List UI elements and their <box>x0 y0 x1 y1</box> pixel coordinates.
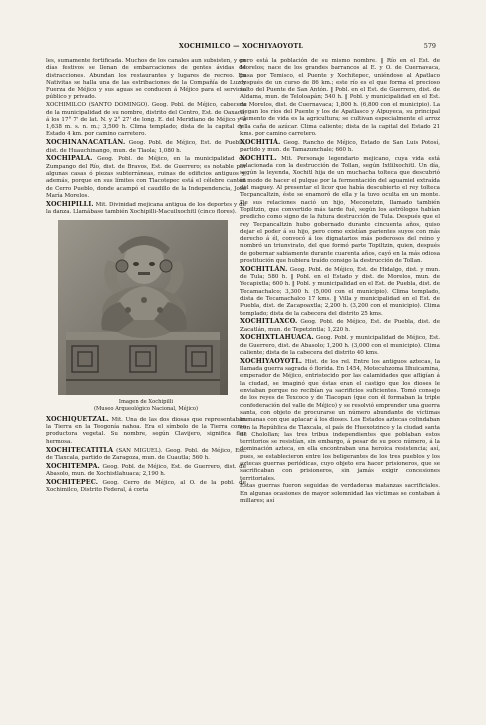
entry-xochipala <box>46 155 246 200</box>
entry-xochixtlahuaca <box>240 334 440 357</box>
continuation-text <box>46 58 246 102</box>
entry-xochipilli <box>46 201 246 217</box>
entry-xochitl <box>240 155 440 265</box>
entry-xochitlaxco <box>240 318 440 334</box>
entry-text: les, sumamente fortificada. Muchos de los canales aun subsisten, y en días festivos se llenan de embarcaciones de gentes ávidas de distracciones. Abundan los restaurantes y lugares de recreo. En Nativitas se halla una de las estribaciones de la Compañía de Luz y Fuerza de Méjico y sus aguas se conducen á Méjico para el servicio público y privado. <box>46 58 246 101</box>
entry-text: Geog. Pobl. de Méjico, Est. de Puebla, dist. de Huauchinango, mun. de Tlaola; 1,080 h. <box>46 140 247 154</box>
running-title: XOCHIMILCO — XOCHIYAOYOTL <box>178 42 304 50</box>
page-number: 579 <box>423 42 436 50</box>
entry-text: Geog. Pobl. de Méjico, Est. de Puebla, dist. de Zacatlán, mun. de Tepetzintla; 1,220 h. <box>240 319 441 333</box>
entry-text: Geog. Pobl. de Méjico, Est. de Hidalgo, dist. y mun. de Tula; 580 h. ‖ Pobl. en el Estado y dist. de Morelos, mun. de Yecapixtla; 600 h. ‖ Pobl. y municipalidad en el Est. de Puebla, dist. de Tecamachalco; 3,300 h. (5,000 con el municipio). Clima templado, dista de Tecamachalco 17 kms. ‖ Villa y municipalidad en el Est. de Puebla, dist. de Zacapoaxtla; 2,200 h. (3,200 con el municipio). Clima templado; dista de la cabecera del distrito 25 kms. <box>240 266 440 317</box>
entry-xochiquetzal <box>46 416 246 446</box>
figure-caption <box>46 399 246 413</box>
entry-xochiyaoyotl <box>240 358 440 483</box>
entry-xochitecatitla <box>46 447 246 463</box>
page-header <box>46 42 436 52</box>
entry-xochitempa <box>46 463 246 479</box>
statue-illustration <box>58 220 228 395</box>
entry-headword: XOCHITEPEC. <box>46 477 99 486</box>
entry-headword: XOCHITECATITLA <box>46 445 114 454</box>
right-column <box>240 58 440 506</box>
entry-text: Mit. Personaje legendario mejicano, cuya vida está relacionada con la destrucción de Tollan, según Ixtlilxochitl. Un día, según la leyenda, Xochitl hija de un muchacha tolteca que descubrió el modo de hacer el pulque por la fermentación del aguamiel extraída del maguey. Al presentar el licor que había descubierto el rey tolteca Tecpancaltzin, éste se enamoró de ella y la tuvo oculta en un monte. De sus relaciones nació un hijo, Meconetzin, llamado también Topiltzin, que convertido más tarde fué, según los astrólogos habían predicho como signo de la futura destrucción de Tula. Después que el rey Tecpancaltzin hubo gobernado durante cincuenta años, quiso dejar el poder á su hijo, pero como existían parientes suyos con más derecho á él, convocó á los dignatarios más poderosos del reino y nombró un triunvirato, del que formó parte Topiltzin, quien, después de gobernar sabiamente durante cuarenta años, cayó en la más odiosa prostitución que hubiera traído consigo la destrucción de Tollan. <box>240 155 440 265</box>
continuation-text <box>240 58 440 138</box>
entry-text: (SAN MIGUEL). Geog. Pobl. de Méjico, Est. de Tlaxcala, partido de Zaragoza, mun. de Cuautla; 560 h. <box>46 447 246 461</box>
entry-headword: XOCHINANACATLÁN. <box>46 138 126 147</box>
entry-headword: XOCHIPILLI. <box>46 199 94 208</box>
entry-xochinanacatlan <box>46 139 246 155</box>
entry-xochitepec <box>46 479 246 495</box>
entry-headword: XOCHITLÁN. <box>240 264 288 273</box>
entry-continuation <box>240 483 440 505</box>
entry-headword: XOCHITLAXCO. <box>240 317 298 326</box>
entry-headword: XOCHITEMPA. <box>46 461 100 470</box>
entry-headword: XOCHIQUETZAL. <box>46 414 109 423</box>
entry-headword: XOCHITL. <box>240 153 277 162</box>
entry-text: Geog. Rancho de Méjico, Estado de San Luis Potosí, partido y mun. de Tamazunchale; 660 h. <box>240 139 441 154</box>
entry-text: Geog. Cerro de Méjico, al O. de la pobl. de Xochimilco, Distrito Federal, á corta <box>46 479 246 493</box>
entry-text: Estas guerras fueron seguidas de verdaderas matanzas sacrificiales. En algunas ocasiones de mayor solemnidad las víctimas se contaban á millares; así <box>240 483 440 505</box>
entry-text: Hist. de los rel. Entre los antiguos aztecas, la llamada guerra sagrada ó florida. En 1454, Motecuhzoma Ilhuicamina, emperador de Méjico, entristecido por las calamidades que afligían á la ciudad, se imaginó que éstas eran el castigo que los dioses le enviaban porque no recibían ya sacrificios suficientes. Tomó consejo de los reyes de Texcoco y de Tlacopan (que con él formaban la triple confederación del valle de Méjico) y se resolvió emprender una guerra santa, con objeto de procurarse un número abundante de víctimas humanas con que aplacar á los dioses. Los Estados aztecas colindaban con la República de Tlaxcala, el país de Huexotzinco y la ciudad santa de Cholollan; las tres tribus independientes que poblaban estos territorios se resistían, sin embargo, á pesar de su poco número, á la dominación azteca, en ella encontraban una heroica resistencia; así, pues, se establecieron entre los beligerantes de los tres pueblos y los aztecas guerras periódicas, cuyo objeto era hacer prisioneros, que se sacrificaban con prisioneros, sin jamás exigir concesiones territoriales. <box>240 358 441 482</box>
entry-text: XOCHIMILCO (SANTO DOMINGO). Geog. Pobl. de Méjico, cabecera de la municipalidad de su nombre, distrito del Centro, Est. de Oaxaca, á los 17° 7' de lat. N. y 2° 27' de long. E. del Meridiano de Méjico y á 1,638 m. s. n. m.; 3,500 h. Clima templado; dista de la capital del Estado 4 km. por camino carretero. <box>46 102 246 138</box>
entry-text: Geog. Pobl. y municipalidad de Méjico, Est. de Guerrero, dist. de Abasolo; 1,200 h. (3,000 con el municipio). Clima caliente; dista de la cabecera del distrito 40 kms. <box>240 335 441 357</box>
entry-headword: XOCHITIÁ. <box>240 137 281 146</box>
entry-headword: XOCHIPALA. <box>46 154 93 163</box>
xochipilli-statue-image <box>58 220 228 395</box>
caption-title: Imagen de Xochipilli <box>118 399 174 406</box>
entry-text: Geog. Pobl. de Méjico, en la municipalidad de Zumpango del Río, dist. de Bravos, Est. de Guerrero; es notable por algunas casas ó piezas subterráneas, ruinas de edificios antiguos y, además, porque en sus límites con Tlacotepec está el célebre cantón de Cerro Pueblo, donde acampó el caudillo de la Independencia, José María Morelos. <box>46 156 246 199</box>
entry-text: Mit. Una de las dos diosas que representaban la Tierra en la Teogonía nahoa. Era el símbolo de la Tierra como productora vegetal. Su nombre, según Clavijero, significa flor hermosa. <box>46 416 247 445</box>
entry-xochimilco-santo-domingo <box>46 102 246 138</box>
entry-text: pero está la población de su mismo nombre. ‖ Río en el Est. de Morelos; nace de los grandes barrancos al E. y O. de Cuernavaca, pasa por Temisco, el Puente y Xochitepec, uniéndose al Apatlaco después de un curso de 86 km.; este río es el que forma el precioso salto del Puente de San Antón. ‖ Pobl. en el Est. de Guerrero, dist. de Aldama, mun. de Teloloapán; 540 h. ‖ Pobl. y municipalidad en el Est. de Morelos, dist. de Cuernavaca; 1,800 h. (6,800 con el municipio). La riegan los ríos del Puente y los de Apatlasco y Alpuyeca, su principal elemento de vida es la agricultura; se cultivan especialmente el arroz y la caña de azúcar. Clima caliente; dista de la capital del Estado 21 kms. por camino carretero. <box>240 58 440 137</box>
entry-xochitlan <box>240 266 440 318</box>
entry-headword: XOCHIYAOYOTL. <box>240 356 303 365</box>
entry-text: Mit. Divinidad mejicana antigua de los deportes y de la danza. Llamábase también Xochipilli-Macuilxochitl (cinco flores). <box>46 201 247 215</box>
left-column <box>46 58 246 495</box>
entry-headword: XOCHIXTLAHUACA. <box>240 333 314 342</box>
caption-source: (Museo Arqueológico Nacional, Méjico) <box>93 406 199 413</box>
entry-text: Geog. Pobl. de Méjico, Est. de Guerrero, dist. de Abasolo, mun. de Xochistlahuaca; 2,190 h. <box>46 463 246 477</box>
entry-xochitia <box>240 139 440 155</box>
